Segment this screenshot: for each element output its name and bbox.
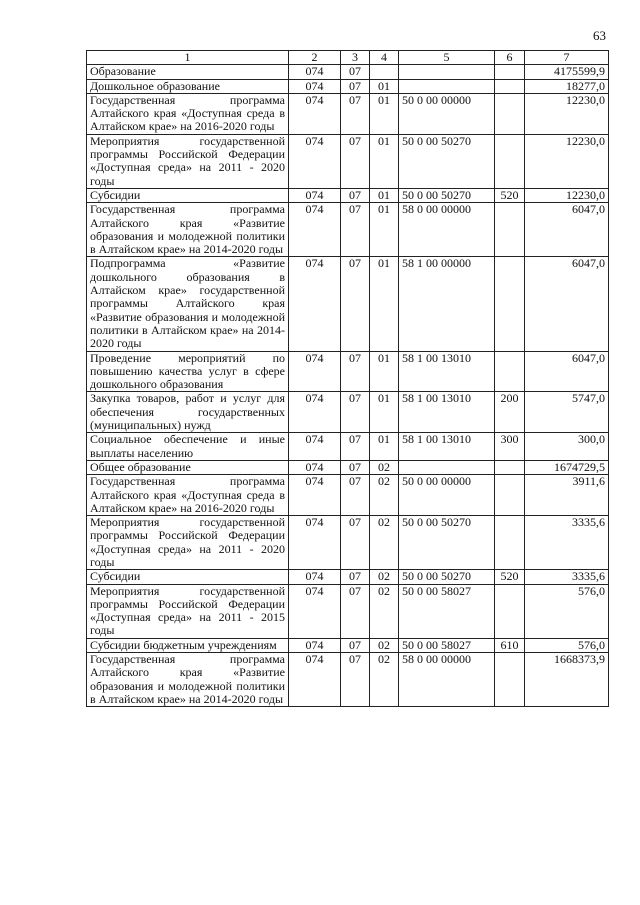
- expense-type-code-cell: [495, 584, 525, 638]
- table-row: [87, 93, 609, 134]
- section-code-cell: 07: [341, 65, 370, 79]
- table-row: [87, 79, 609, 93]
- section-code-cell: 07: [341, 638, 370, 652]
- expense-type-code-cell: [495, 653, 525, 707]
- subsection-code-cell: 01: [370, 134, 399, 188]
- amount-cell: 576,0: [525, 638, 609, 652]
- ministry-code-cell: 074: [289, 93, 341, 134]
- ministry-code-cell: 074: [289, 203, 341, 257]
- target-article-code-cell: [399, 79, 495, 93]
- item-name-cell: Подпрограмма «Развитие дошкольного образования в Алтайском крае» государственной программы Алтайского края «Развитие образования и молодежной политики в Алтайском крае» на 2014-2020 годы: [87, 257, 289, 351]
- section-code-cell: 07: [341, 134, 370, 188]
- subsection-code-cell: [370, 65, 399, 79]
- ministry-code-cell: 074: [289, 570, 341, 584]
- table-row: [87, 570, 609, 584]
- amount-cell: 12230,0: [525, 188, 609, 202]
- header-cell: 5: [399, 51, 495, 65]
- table-row: [87, 638, 609, 652]
- expense-type-code-cell: 200: [495, 392, 525, 433]
- item-name-cell: Субсидии: [87, 570, 289, 584]
- amount-cell: 18277,0: [525, 79, 609, 93]
- target-article-code-cell: [399, 460, 495, 474]
- subsection-code-cell: 02: [370, 475, 399, 516]
- target-article-code-cell: 58 1 00 00000: [399, 257, 495, 351]
- section-code-cell: 07: [341, 570, 370, 584]
- expense-type-code-cell: [495, 257, 525, 351]
- expense-type-code-cell: [495, 203, 525, 257]
- item-name-cell: Проведение мероприятий по повышению качества услуг в сфере дошкольного образования: [87, 351, 289, 392]
- header-cell: 3: [341, 51, 370, 65]
- table-row: [87, 460, 609, 474]
- section-code-cell: 07: [341, 653, 370, 707]
- subsection-code-cell: 02: [370, 584, 399, 638]
- ministry-code-cell: 074: [289, 460, 341, 474]
- item-name-cell: Субсидии бюджетным учреждениям: [87, 638, 289, 652]
- amount-cell: 1668373,9: [525, 653, 609, 707]
- ministry-code-cell: 074: [289, 584, 341, 638]
- item-name-cell: Закупка товаров, работ и услуг для обеспечения государственных (муниципальных) нужд: [87, 392, 289, 433]
- target-article-code-cell: 58 1 00 13010: [399, 433, 495, 461]
- section-code-cell: 07: [341, 203, 370, 257]
- expense-type-code-cell: [495, 475, 525, 516]
- table-row: [87, 433, 609, 461]
- target-article-code-cell: 50 0 00 00000: [399, 475, 495, 516]
- item-name-cell: Дошкольное образование: [87, 79, 289, 93]
- header-cell: 2: [289, 51, 341, 65]
- subsection-code-cell: 01: [370, 351, 399, 392]
- section-code-cell: 07: [341, 460, 370, 474]
- ministry-code-cell: 074: [289, 79, 341, 93]
- expense-type-code-cell: [495, 65, 525, 79]
- item-name-cell: Субсидии: [87, 188, 289, 202]
- section-code-cell: 07: [341, 433, 370, 461]
- budget-table: [86, 50, 609, 707]
- ministry-code-cell: 074: [289, 134, 341, 188]
- amount-cell: 4175599,9: [525, 65, 609, 79]
- amount-cell: 5747,0: [525, 392, 609, 433]
- item-name-cell: Государственная программа Алтайского края «Развитие образования и молодежной политики в Алтайском крае» на 2014-2020 годы: [87, 653, 289, 707]
- target-article-code-cell: 50 0 00 50270: [399, 188, 495, 202]
- table-row: [87, 392, 609, 433]
- table-row: [87, 134, 609, 188]
- expense-type-code-cell: 520: [495, 570, 525, 584]
- ministry-code-cell: 074: [289, 653, 341, 707]
- header-cell: 6: [495, 51, 525, 65]
- item-name-cell: Образование: [87, 65, 289, 79]
- ministry-code-cell: 074: [289, 65, 341, 79]
- item-name-cell: Государственная программа Алтайского края «Доступная среда в Алтайском крае» на 2016-2020 годы: [87, 93, 289, 134]
- ministry-code-cell: 074: [289, 188, 341, 202]
- amount-cell: 6047,0: [525, 203, 609, 257]
- table-row: [87, 516, 609, 570]
- amount-cell: 12230,0: [525, 93, 609, 134]
- target-article-code-cell: 58 0 00 00000: [399, 203, 495, 257]
- target-article-code-cell: 58 1 00 13010: [399, 392, 495, 433]
- item-name-cell: Мероприятия государственной программы Российской Федерации «Доступная среда» на 2011 - 2015 годы: [87, 584, 289, 638]
- subsection-code-cell: 01: [370, 257, 399, 351]
- table-row: [87, 257, 609, 351]
- expense-type-code-cell: 610: [495, 638, 525, 652]
- amount-cell: 576,0: [525, 584, 609, 638]
- expense-type-code-cell: [495, 516, 525, 570]
- expense-type-code-cell: [495, 134, 525, 188]
- ministry-code-cell: 074: [289, 392, 341, 433]
- table-row: [87, 203, 609, 257]
- amount-cell: 3335,6: [525, 570, 609, 584]
- subsection-code-cell: 01: [370, 93, 399, 134]
- table-row: [87, 188, 609, 202]
- target-article-code-cell: 58 0 00 00000: [399, 653, 495, 707]
- section-code-cell: 07: [341, 257, 370, 351]
- table-row: [87, 584, 609, 638]
- amount-cell: 300,0: [525, 433, 609, 461]
- section-code-cell: 07: [341, 516, 370, 570]
- section-code-cell: 07: [341, 351, 370, 392]
- section-code-cell: 07: [341, 392, 370, 433]
- item-name-cell: Государственная программа Алтайского края «Доступная среда в Алтайском крае» на 2016-2020 годы: [87, 475, 289, 516]
- target-article-code-cell: 50 0 00 50270: [399, 134, 495, 188]
- table-row: [87, 65, 609, 79]
- target-article-code-cell: [399, 65, 495, 79]
- expense-type-code-cell: 300: [495, 433, 525, 461]
- table-row: [87, 475, 609, 516]
- item-name-cell: Мероприятия государственной программы Российской Федерации «Доступная среда» на 2011 - 2020 годы: [87, 516, 289, 570]
- subsection-code-cell: 02: [370, 653, 399, 707]
- ministry-code-cell: 074: [289, 257, 341, 351]
- item-name-cell: Государственная программа Алтайского края «Развитие образования и молодежной политики в Алтайском крае» на 2014-2020 годы: [87, 203, 289, 257]
- subsection-code-cell: 02: [370, 460, 399, 474]
- amount-cell: 3335,6: [525, 516, 609, 570]
- amount-cell: 12230,0: [525, 134, 609, 188]
- subsection-code-cell: 02: [370, 638, 399, 652]
- item-name-cell: Общее образование: [87, 460, 289, 474]
- expense-type-code-cell: 520: [495, 188, 525, 202]
- subsection-code-cell: 02: [370, 570, 399, 584]
- amount-cell: 1674729,5: [525, 460, 609, 474]
- target-article-code-cell: 58 1 00 13010: [399, 351, 495, 392]
- table-body: [87, 51, 609, 707]
- page-number: 63: [593, 28, 606, 43]
- ministry-code-cell: 074: [289, 475, 341, 516]
- subsection-code-cell: 02: [370, 516, 399, 570]
- expense-type-code-cell: [495, 351, 525, 392]
- header-row: [87, 51, 609, 65]
- header-cell: 1: [87, 51, 289, 65]
- item-name-cell: Мероприятия государственной программы Российской Федерации «Доступная среда» на 2011 - 2020 годы: [87, 134, 289, 188]
- ministry-code-cell: 074: [289, 638, 341, 652]
- ministry-code-cell: 074: [289, 516, 341, 570]
- section-code-cell: 07: [341, 79, 370, 93]
- amount-cell: 6047,0: [525, 257, 609, 351]
- section-code-cell: 07: [341, 188, 370, 202]
- subsection-code-cell: 01: [370, 188, 399, 202]
- subsection-code-cell: 01: [370, 203, 399, 257]
- ministry-code-cell: 074: [289, 351, 341, 392]
- amount-cell: 6047,0: [525, 351, 609, 392]
- expense-type-code-cell: [495, 460, 525, 474]
- subsection-code-cell: 01: [370, 392, 399, 433]
- subsection-code-cell: 01: [370, 79, 399, 93]
- target-article-code-cell: 50 0 00 00000: [399, 93, 495, 134]
- header-cell: 7: [525, 51, 609, 65]
- target-article-code-cell: 50 0 00 58027: [399, 638, 495, 652]
- ministry-code-cell: 074: [289, 433, 341, 461]
- expense-type-code-cell: [495, 93, 525, 134]
- target-article-code-cell: 50 0 00 50270: [399, 516, 495, 570]
- section-code-cell: 07: [341, 93, 370, 134]
- header-cell: 4: [370, 51, 399, 65]
- section-code-cell: 07: [341, 584, 370, 638]
- expense-type-code-cell: [495, 79, 525, 93]
- table-row: [87, 351, 609, 392]
- target-article-code-cell: 50 0 00 50270: [399, 570, 495, 584]
- table-row: [87, 653, 609, 707]
- subsection-code-cell: 01: [370, 433, 399, 461]
- item-name-cell: Социальное обеспечение и иные выплаты населению: [87, 433, 289, 461]
- section-code-cell: 07: [341, 475, 370, 516]
- amount-cell: 3911,6: [525, 475, 609, 516]
- target-article-code-cell: 50 0 00 58027: [399, 584, 495, 638]
